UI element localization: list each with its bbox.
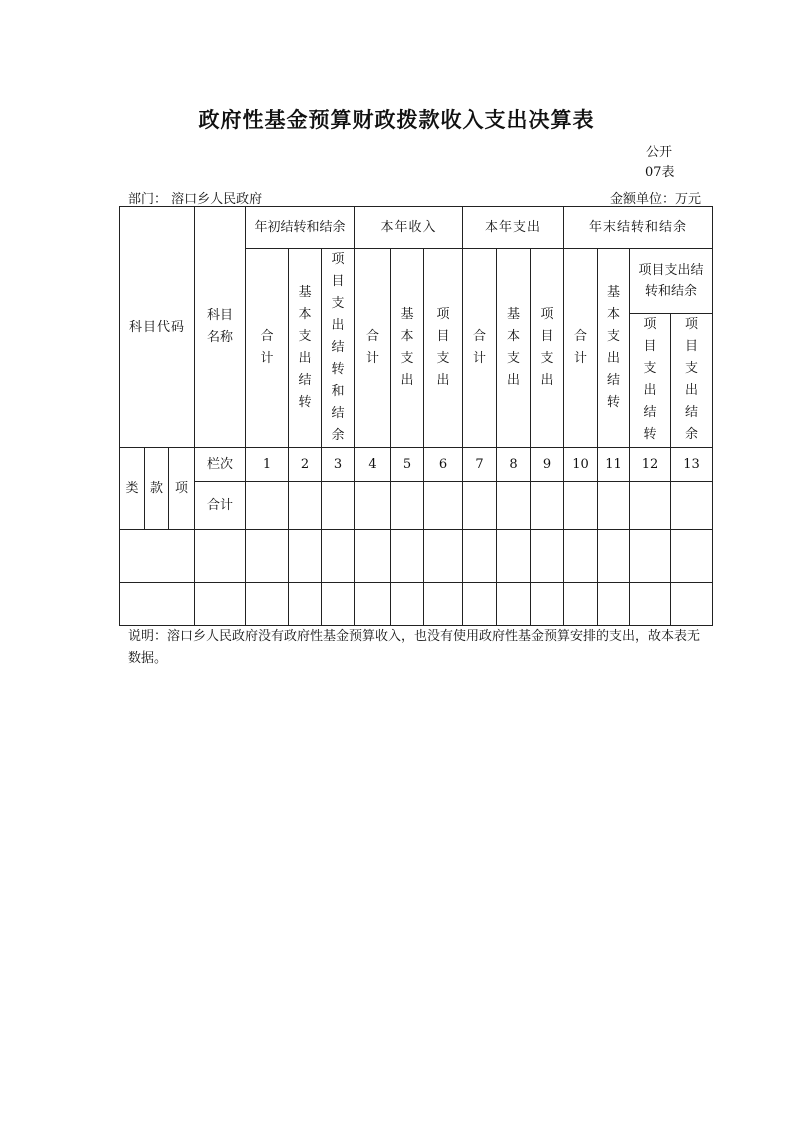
table-cell xyxy=(671,583,713,626)
closing-balance-header: 年末结转和结余 xyxy=(564,207,713,249)
table-cell xyxy=(531,482,564,530)
table-cell xyxy=(564,583,598,626)
table-cell xyxy=(630,583,671,626)
expense-basic-header: 基本支出 xyxy=(497,249,531,448)
total-row-label: 合计 xyxy=(195,482,246,530)
closing-project-balance-header: 项目支出结余 xyxy=(671,313,713,447)
table-cell xyxy=(246,482,289,530)
table-cell xyxy=(120,583,195,626)
table-cell xyxy=(497,482,531,530)
code-part-lei: 类 xyxy=(120,448,145,530)
opening-project-carry-balance-header: 项目支出结转和结余 xyxy=(322,249,355,448)
table-cell xyxy=(195,583,246,626)
table-cell xyxy=(671,482,713,530)
column-number: 7 xyxy=(463,448,497,482)
table-cell xyxy=(322,482,355,530)
table-cell xyxy=(391,482,424,530)
income-basic-header: 基本支出 xyxy=(391,249,424,448)
table-cell xyxy=(246,583,289,626)
code-part-xiang: 项 xyxy=(169,448,195,530)
table-cell xyxy=(289,583,322,626)
department-label: 部门： 溶口乡人民政府 xyxy=(128,192,263,207)
table-cell xyxy=(322,583,355,626)
opening-balance-header: 年初结转和结余 xyxy=(246,207,355,249)
column-number-label: 栏次 xyxy=(195,448,246,482)
table-cell xyxy=(598,482,630,530)
income-total-header: 合计 xyxy=(355,249,391,448)
table-row xyxy=(120,583,713,626)
table-cell xyxy=(630,530,671,583)
column-number: 4 xyxy=(355,448,391,482)
subject-name-header: 科目名称 xyxy=(195,207,246,448)
table-cell xyxy=(564,482,598,530)
column-number: 5 xyxy=(391,448,424,482)
closing-total-header: 合计 xyxy=(564,249,598,448)
table-cell xyxy=(564,530,598,583)
opening-basic-carry-header: 基本支出结转 xyxy=(289,249,322,448)
public-label: 公开 xyxy=(646,145,673,160)
table-cell xyxy=(598,530,630,583)
table-cell xyxy=(463,583,497,626)
table-cell xyxy=(322,530,355,583)
table-cell xyxy=(671,530,713,583)
column-number: 2 xyxy=(289,448,322,482)
opening-total-header: 合计 xyxy=(246,249,289,448)
table-cell xyxy=(598,583,630,626)
column-number: 3 xyxy=(322,448,355,482)
table-cell xyxy=(424,482,463,530)
table-cell xyxy=(246,530,289,583)
current-expense-header: 本年支出 xyxy=(463,207,564,249)
table-cell xyxy=(355,583,391,626)
document-title: 政府性基金预算财政拨款收入支出决算表 xyxy=(198,108,595,132)
table-cell xyxy=(289,530,322,583)
table-cell xyxy=(630,482,671,530)
table-row xyxy=(120,530,713,583)
table-cell xyxy=(355,530,391,583)
column-number: 9 xyxy=(531,448,564,482)
column-number: 6 xyxy=(424,448,463,482)
fund-budget-table xyxy=(119,206,713,626)
expense-total-header: 合计 xyxy=(463,249,497,448)
table-cell xyxy=(463,530,497,583)
explanation-note: 说明：溶口乡人民政府没有政府性基金预算收入，也没有使用政府性基金预算安排的支出，故本表无数据。 xyxy=(128,629,701,666)
table-number: 07表 xyxy=(645,165,675,180)
code-part-kuan: 款 xyxy=(145,448,169,530)
closing-basic-carry-header: 基本支出结转 xyxy=(598,249,630,448)
table-cell xyxy=(531,583,564,626)
income-project-header: 项目支出 xyxy=(424,249,463,448)
table-cell xyxy=(289,482,322,530)
column-number: 10 xyxy=(564,448,598,482)
column-number: 13 xyxy=(671,448,713,482)
table-cell xyxy=(497,583,531,626)
column-number: 12 xyxy=(630,448,671,482)
table-cell xyxy=(391,583,424,626)
table-cell xyxy=(391,530,424,583)
amount-unit-label: 金额单位：万元 xyxy=(610,192,702,207)
table-cell xyxy=(120,530,195,583)
closing-project-carry-header: 项目支出结转 xyxy=(630,313,671,447)
table-cell xyxy=(195,530,246,583)
table-cell xyxy=(424,530,463,583)
table-cell xyxy=(531,530,564,583)
table-cell xyxy=(497,530,531,583)
column-number: 1 xyxy=(246,448,289,482)
table-cell xyxy=(463,482,497,530)
table-cell xyxy=(424,583,463,626)
subject-code-header: 科目代码 xyxy=(120,207,195,448)
column-number: 8 xyxy=(497,448,531,482)
expense-project-header: 项目支出 xyxy=(531,249,564,448)
current-income-header: 本年收入 xyxy=(355,207,463,249)
table-cell xyxy=(355,482,391,530)
column-number: 11 xyxy=(598,448,630,482)
closing-project-group-header: 项目支出结转和结余 xyxy=(630,249,713,314)
